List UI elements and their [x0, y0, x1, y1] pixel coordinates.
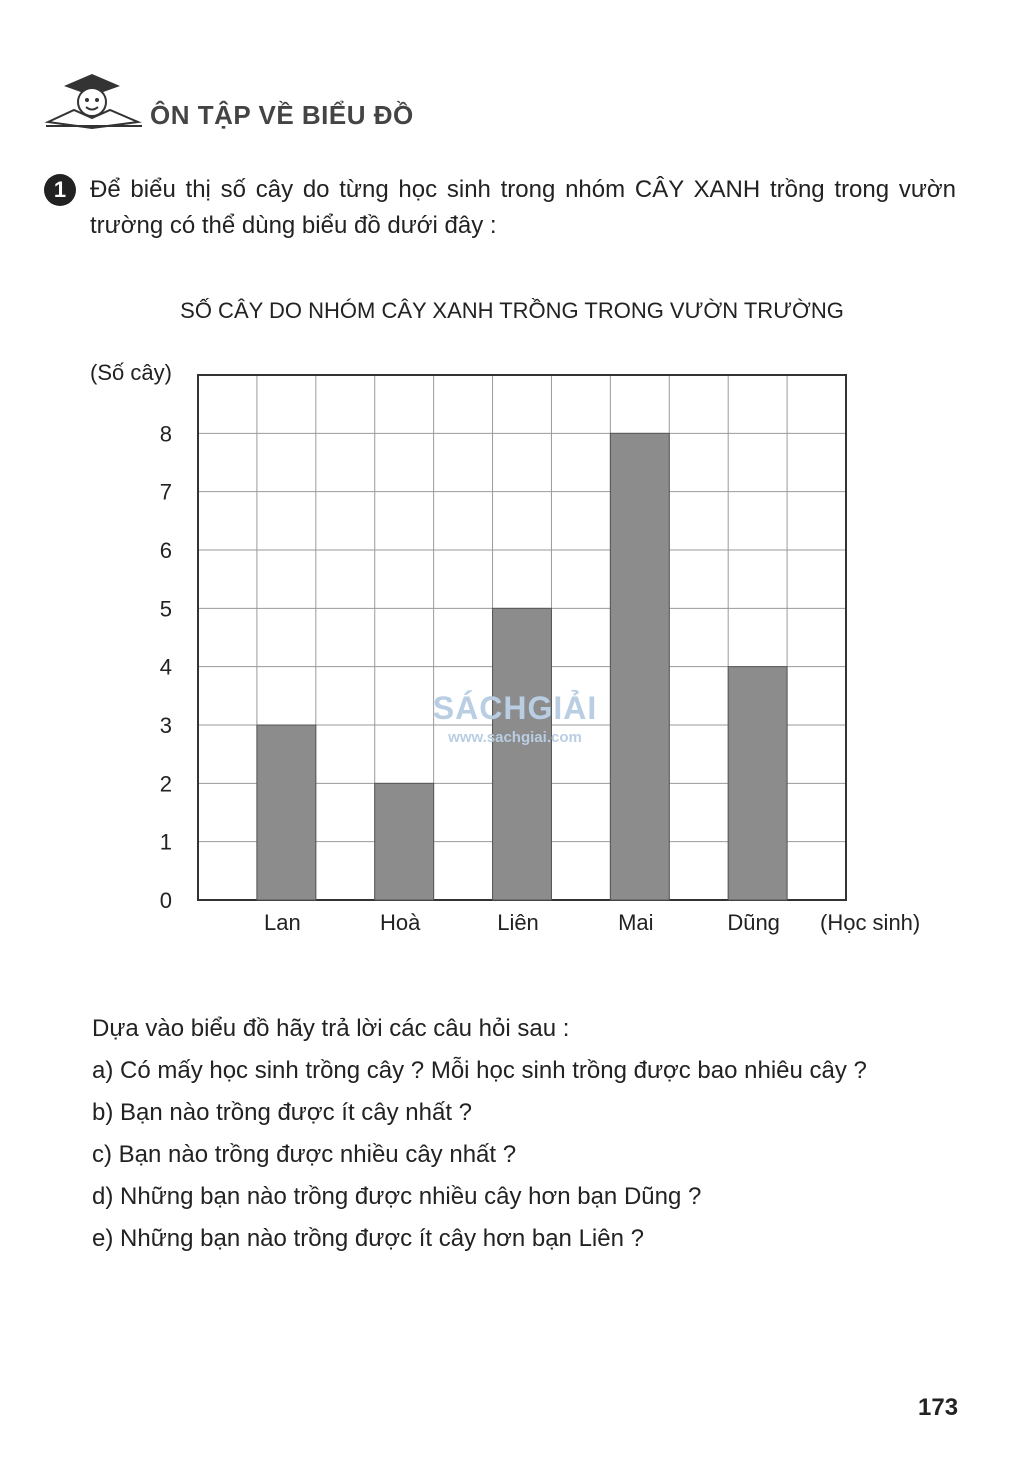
x-axis-label: (Học sinh)	[820, 910, 921, 935]
x-tick-label: Mai	[618, 910, 654, 935]
bar-hoà	[375, 783, 434, 900]
y-tick-label: 2	[159, 771, 172, 797]
x-tick-label: Dũng	[727, 910, 780, 935]
questions-prompt: Dựa vào biểu đồ hãy trả lời các câu hỏi sau :	[92, 1015, 570, 1042]
bar-dũng	[728, 667, 787, 900]
bar-liên	[493, 608, 552, 900]
x-tick-label: Liên	[497, 910, 539, 935]
question-c: c) Bạn nào trồng được nhiều cây nhất ?	[92, 1141, 517, 1168]
bar-lan	[257, 725, 316, 900]
question-e: e) Những bạn nào trồng được ít cây hơn bạn Liên ?	[92, 1225, 644, 1252]
section-title: ÔN TẬP VỀ BIỂU ĐỒ	[150, 100, 414, 130]
bar-chart	[0, 340, 1024, 960]
x-tick-label: Lan	[264, 910, 301, 935]
y-tick-label: 6	[159, 538, 172, 563]
question-a: a) Có mấy học sinh trồng cây ? Mỗi học sinh trồng được bao nhiêu cây ?	[92, 1057, 867, 1084]
y-tick-label: 5	[159, 596, 172, 622]
y-tick-label: 8	[159, 421, 172, 447]
question-d: d) Những bạn nào trồng được nhiều cây hơn bạn Dũng ?	[92, 1183, 702, 1210]
watermark	[410, 690, 620, 746]
y-tick-label: 1	[159, 829, 172, 855]
page-number: 173	[918, 1394, 959, 1421]
bar-mai	[610, 433, 669, 900]
chart-title: SỐ CÂY DO NHÓM CÂY XANH TRỒNG TRONG VƯỜN TRƯỜNG	[180, 298, 844, 323]
y-tick-label: 0	[159, 888, 172, 913]
exercise-intro-text: Để biểu thị số cây do từng học sinh trong nhóm CÂY XANH trồng trong vườn trường có thể dùng biểu đồ dưới đây :	[90, 176, 956, 239]
y-tick-label: 3	[159, 713, 172, 738]
watermark-text: SÁCHGIẢI	[432, 690, 598, 726]
question-b: b) Bạn nào trồng được ít cây nhất ?	[92, 1099, 473, 1126]
mascot-logo	[44, 66, 144, 132]
exercise-number-badge: 1	[44, 174, 76, 206]
x-tick-label: Hoà	[380, 910, 421, 935]
questions-section	[92, 1008, 867, 1260]
y-tick-label: 7	[159, 479, 172, 505]
y-axis-label: (Số cây)	[90, 360, 172, 385]
watermark-url: www.sachgiai.com	[448, 729, 582, 746]
y-tick-label: 4	[159, 654, 172, 680]
